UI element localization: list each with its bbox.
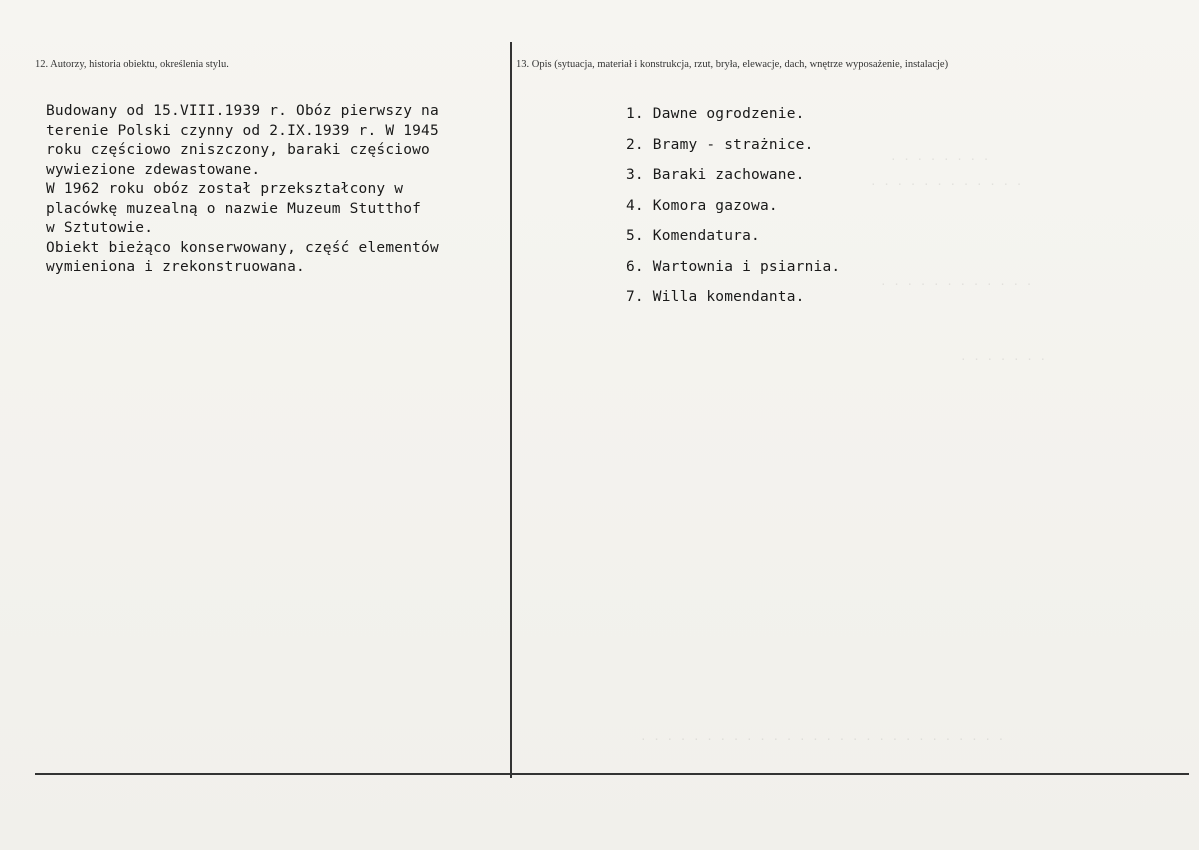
history-line: wywiezione zdewastowane.	[46, 161, 261, 178]
history-text	[46, 102, 508, 278]
list-item: 1. Dawne ogrodzenie.	[626, 106, 805, 122]
history-line: wymieniona i zrekonstruowana.	[46, 259, 305, 275]
section-12-heading: 12. Autorzy, historia obiektu, określenia stylu.	[35, 59, 229, 70]
list-item: 3. Baraki zachowane.	[626, 167, 805, 183]
bleed-through-text: . . . . . . . .	[890, 150, 990, 163]
history-line: terenie Polski czynny od 2.IX.1939 r. W 1945	[46, 122, 439, 139]
list-item: 5. Komendatura.	[626, 228, 760, 244]
history-line: Obiekt bieżąco konserwowany, część elementów	[46, 239, 439, 256]
section-13-heading: 13. Opis (sytuacja, materiał i konstrukcja, rzut, bryła, elewacje, dach, wnętrze wyposażenie, instalacje)	[516, 59, 949, 70]
list-item: 4. Komora gazowa.	[626, 197, 778, 214]
bleed-through-text: . . . . . . . . . . . .	[880, 275, 1033, 288]
history-line: placówkę muzealną o nazwie Muzeum Stutthof	[46, 200, 422, 217]
bleed-through-text: . . . . . . . . . . . . . . . . . . . . . . . . . . . .	[640, 730, 1005, 743]
history-line: w Sztutowie.	[46, 220, 154, 236]
list-item: 2. Bramy - strażnice.	[626, 136, 814, 153]
list-item: 7. Willa komendanta.	[626, 289, 805, 305]
column-divider	[510, 42, 512, 778]
list-item: 6. Wartownia i psiarnia.	[626, 258, 841, 275]
bleed-through-text: . . . . . . . . . . . .	[870, 175, 1023, 188]
bottom-rule	[35, 773, 1189, 775]
bleed-through-text: . . . . . . .	[960, 350, 1047, 363]
history-line: W 1962 roku obóz został przekształcony w	[46, 181, 404, 197]
history-line: Budowany od 15.VIII.1939 r. Obóz pierwszy na	[46, 103, 439, 119]
description-list	[626, 104, 840, 318]
history-line: roku częściowo zniszczony, baraki częściowo	[46, 142, 430, 158]
